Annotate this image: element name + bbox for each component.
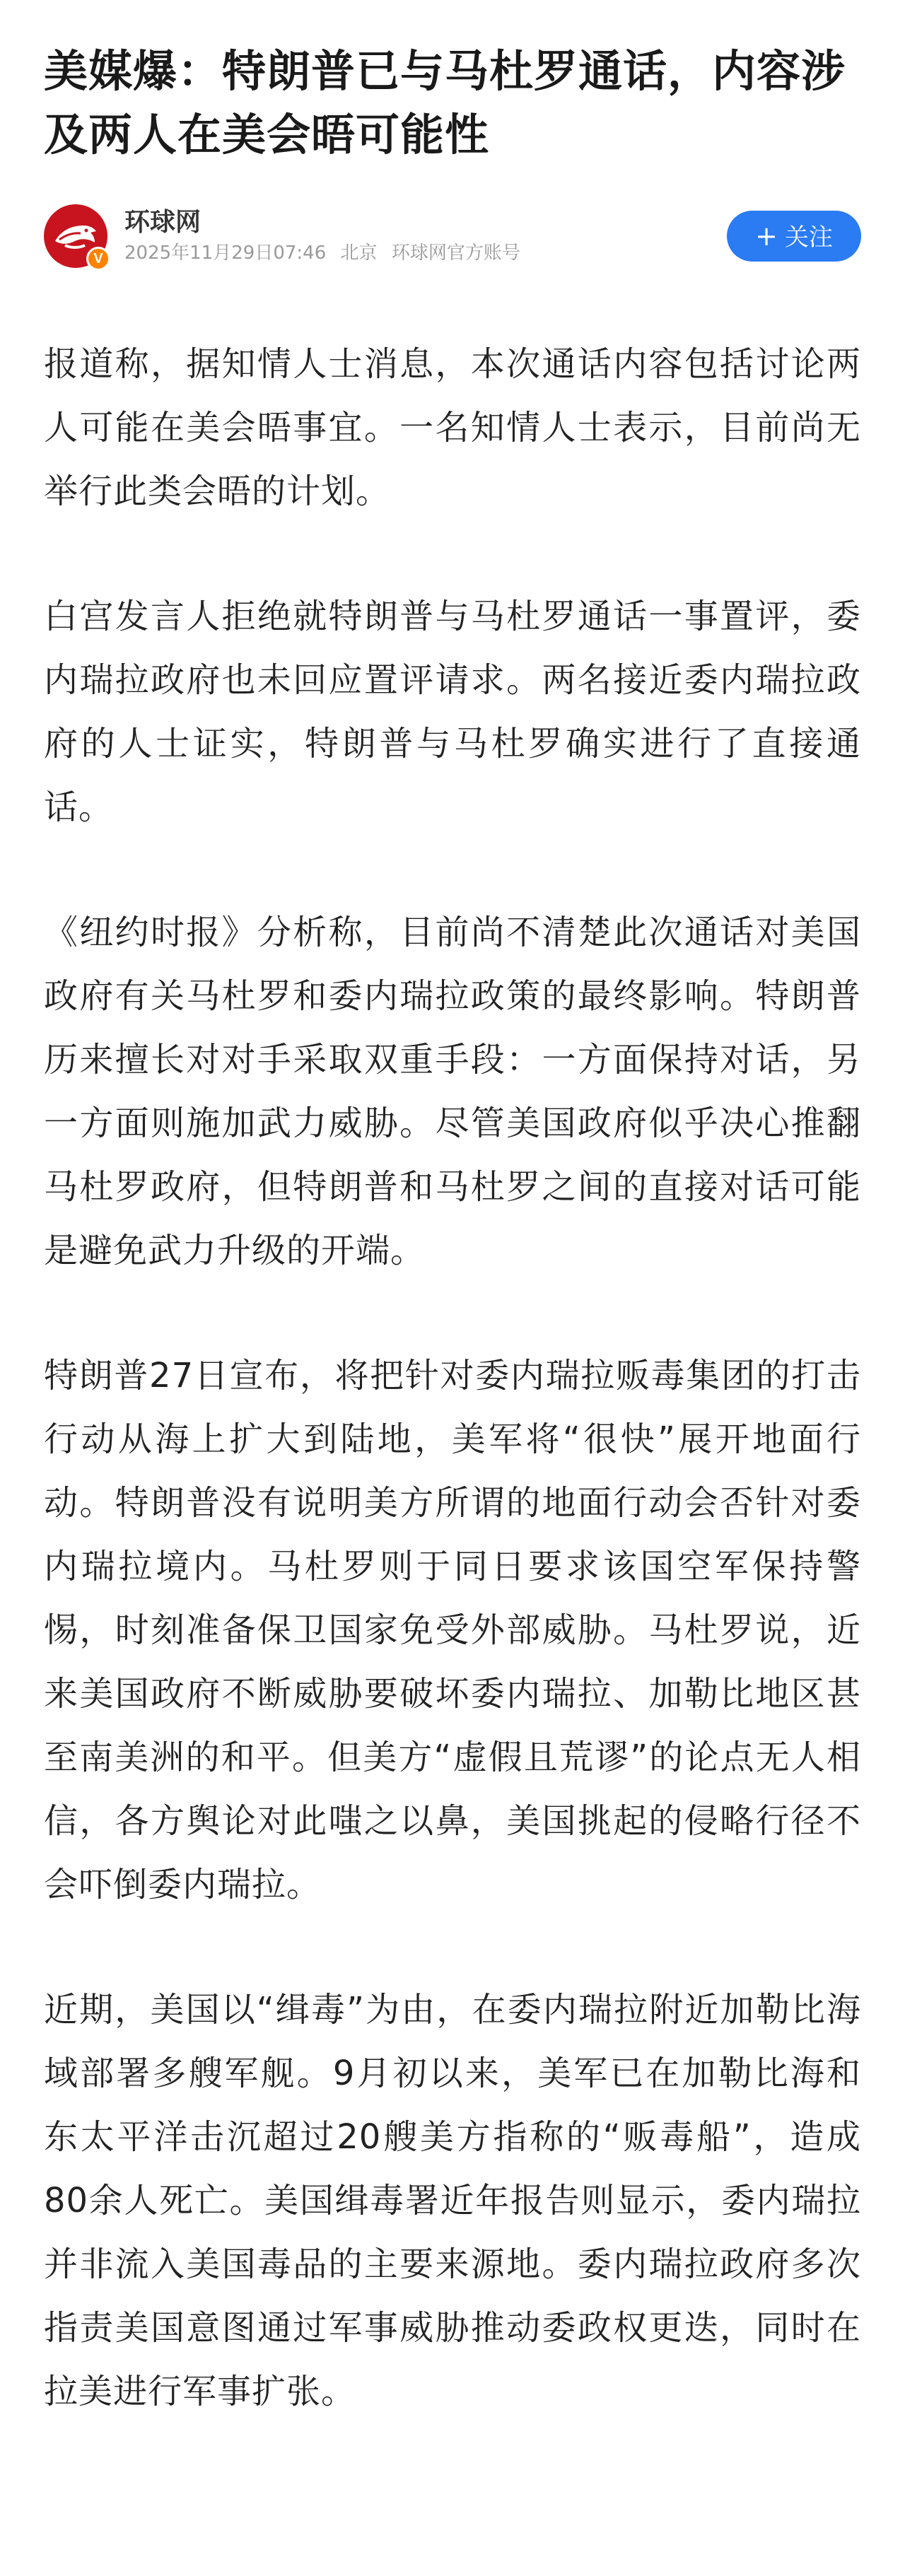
article-title: 美媒爆：特朗普已与马杜罗通话，内容涉及两人在美会晤可能性	[44, 45, 846, 160]
article-body	[44, 332, 861, 2423]
author-name[interactable]: 环球网	[124, 208, 202, 237]
publish-datetime: 2025年11月29日07:46	[124, 242, 327, 264]
follow-button-label: 关注	[784, 223, 833, 252]
article-paragraph: 特朗普27日宣布，将把针对委内瑞拉贩毒集团的打击行动从海上扩大到陆地，美军将“很快”展开地面行动。特朗普没有说明美方所谓的地面行动会否针对委内瑞拉境内。马杜罗则于同日要求该国空军保持警惕，时刻准备保卫国家免受外部威胁。马杜罗说，近来美国政府不断威胁要破坏委内瑞拉、加勒比地区甚至南美洲的和平。但美方“虚假且荒谬”的论点无人相信，各方舆论对此嗤之以鼻，美国挑起的侵略行径不会吓倒委内瑞拉。	[44, 1356, 861, 1904]
author-avatar[interactable]	[44, 204, 107, 268]
author-meta	[124, 206, 727, 267]
article-paragraph: 《纽约时报》分析称，目前尚不清楚此次通话对美国政府有关马杜罗和委内瑞拉政策的最终影响。特朗普历来擅长对对手采取双重手段：一方面保持对话，另一方面则施加武力威胁。尽管美国政府似乎决心推翻马杜罗政府，但特朗普和马杜罗之间的直接对话可能是避免武力升级的开端。	[44, 913, 861, 1270]
publish-location: 北京	[340, 242, 378, 264]
article-paragraph: 报道称，据知情人士消息，本次通话内容包括讨论两人可能在美会晤事宜。一名知情人士表示，目前尚无举行此类会晤的计划。	[44, 344, 861, 511]
author-subline	[124, 240, 727, 267]
plus-icon: +	[755, 221, 778, 252]
follow-button[interactable]	[727, 211, 861, 262]
verified-badge: V	[86, 247, 110, 271]
account-type: 环球网官方账号	[391, 242, 520, 264]
article-paragraph: 近期，美国以“缉毒”为由，在委内瑞拉附近加勒比海域部署多艘军舰。9月初以来，美军已在加勒比海和东太平洋击沉超过20艘美方指称的“贩毒船”，造成80余人死亡。美国缉毒署近年报告则显示，委内瑞拉并非流入美国毒品的主要来源地。委内瑞拉政府多次指责美国意图通过军事威胁推动委政权更迭，同时在拉美进行军事扩张。	[44, 1990, 861, 2411]
author-bar	[44, 202, 861, 270]
article-paragraph: 白宫发言人拒绝就特朗普与马杜罗通话一事置评，委内瑞拉政府也未回应置评请求。两名接近委内瑞拉政府的人士证实，特朗普与马杜罗确实进行了直接通话。	[44, 597, 861, 827]
